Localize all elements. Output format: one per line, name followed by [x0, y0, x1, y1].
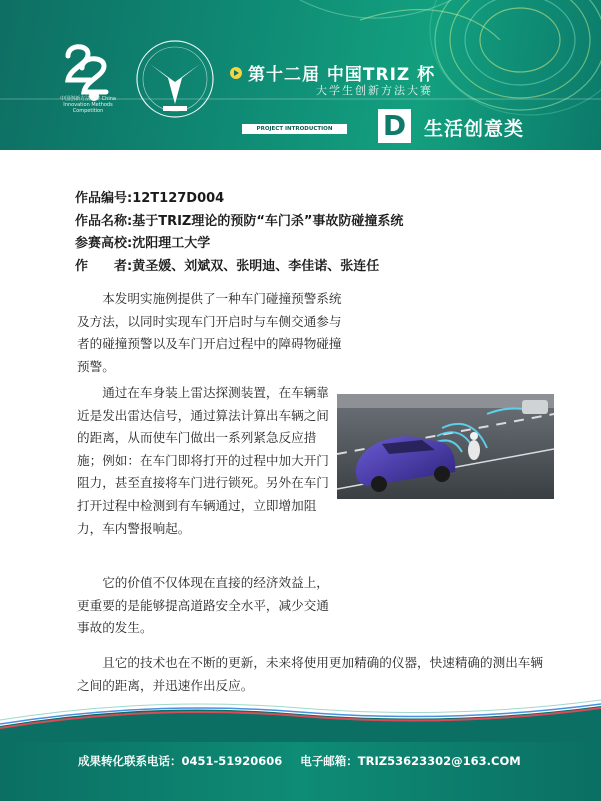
play-bullet-icon [230, 67, 242, 79]
car-radar-illustration [337, 394, 554, 499]
competition-subtitle: 大学生创新方法大赛 [316, 84, 433, 97]
project-meta [75, 188, 403, 278]
meta-school: 参赛高校:沈阳理工大学 [75, 236, 211, 251]
footer-bar [0, 742, 601, 801]
trophy-emblem-icon [130, 34, 220, 124]
paragraph-future: 且它的技术也在不断的更新，未来将使用更加精确的仪器，快速精确的测出车辆之间的距离，并迅速作出反应。 [77, 655, 543, 693]
category-label: 生活创意类 [424, 118, 525, 140]
footer-email-value: TRIZ53623302@163.COM [357, 754, 521, 768]
meta-project-name: 作品名称:基于TRIZ理论的预防“车门杀”事故防碰撞系统 [75, 213, 404, 229]
footer-phone-label: 成果转化联系电话： [78, 754, 182, 768]
category-letter: D [378, 109, 411, 143]
paragraph-mechanism: 通过在车身装上雷达探测装置，在车辆靠近是发出雷达信号，通过算法计算出车辆之间的距离，从而使车门做出一系列紧急反应措施；例如：在车门即将打开的过程中加大开门阻力，甚至直接将车门进行锁死。另外在车门打开过程中检测到有车辆通过，立即增加阻力，车内警报响起。 [77, 385, 329, 536]
project-introduction-tag: PROJECT INTRODUCTION [242, 124, 347, 134]
footer-wave-graphic [0, 696, 601, 744]
competition-title-text: 第十二届 中国TRIZ 杯 [248, 65, 436, 85]
paragraph-overview: 本发明实施例提供了一种车门碰撞预警系统及方法，以同时实现车门开启时与车侧交通参与者的碰撞预警以及车门开启过程中的障碍物碰撞预警。 [77, 291, 342, 374]
footer-phone-value: 0451-51920606 [181, 754, 283, 768]
header-banner [0, 0, 601, 150]
cimc-logo-caption: 中国创新方法大赛 China Innovation Methods Competition [60, 96, 116, 114]
meta-project-id: 作品编号:12T127D004 [75, 191, 225, 206]
meta-authors: 作 者:黄圣媛、刘斌双、张明迪、李佳诺、张连任 [75, 258, 380, 274]
paragraph-value: 它的价值不仅体现在直接的经济效益上，更重要的是能够提高道路安全水平，减少交通事故的发生。 [77, 575, 329, 636]
footer-email-label: 电子邮箱： [300, 754, 358, 768]
footer-contact [78, 753, 521, 769]
